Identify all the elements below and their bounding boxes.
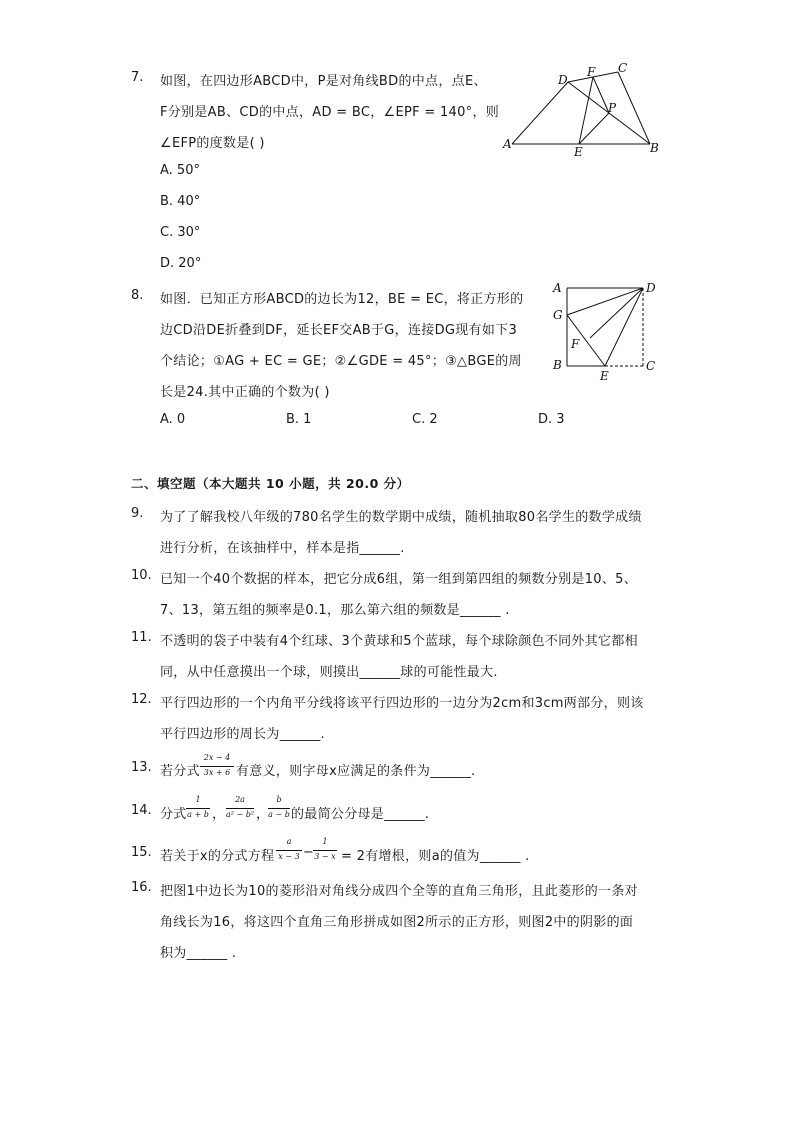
fraction-bar <box>268 808 290 809</box>
fraction-numerator: 1 <box>322 837 328 846</box>
fraction-bar <box>226 808 254 809</box>
question-text-line: F分别是AB、CD的中点，AD = BC，∠EPF = 140°，则 <box>160 105 500 120</box>
question-text-prefix: 若关于x的分式方程 <box>160 849 275 864</box>
fraction-numerator: b <box>276 795 282 804</box>
fraction-bar <box>186 808 210 809</box>
fraction-bar <box>313 850 337 851</box>
question-text-suffix: 的最简公分母是______. <box>291 807 430 822</box>
option-b: B. 40° <box>160 194 201 209</box>
separator: ， <box>212 807 226 822</box>
question-text-prefix: 分式 <box>160 807 187 822</box>
option-d: D. 20° <box>160 256 202 271</box>
question-text-line: 7、13，第五组的频率是0.1，那么第六组的频数是______ . <box>160 603 510 618</box>
question-text-line: 为了了解我校八年级的780名学生的数学期中成绩，随机抽取80名学生的数学成绩 <box>160 510 642 525</box>
label-e: E <box>600 369 609 383</box>
question-text-line: 边CD沿DE折叠到DF，延长EF交AB于G，连接DG现有如下3 <box>160 323 518 338</box>
label-c: C <box>646 359 656 373</box>
fraction-numerator: 1 <box>195 795 201 804</box>
fraction-bar <box>276 850 302 851</box>
question-text-line: 如图，在四边形ABCD中，P是对角线BD的中点，点E、 <box>160 74 487 89</box>
fraction-denominator: a − b <box>268 810 290 819</box>
question-text-line: 同，从中任意摸出一个球，则摸出______球的可能性最大. <box>160 665 498 680</box>
option-b: B. 1 <box>286 412 312 427</box>
question-number: 7. <box>131 70 144 85</box>
option-c: C. 2 <box>412 412 438 427</box>
question-text-suffix: 有意义，则字母x应满足的条件为______. <box>236 764 476 779</box>
section-heading: 二、填空题（本大题共 10 小题，共 20.0 分） <box>131 476 410 491</box>
label-f: F <box>587 65 596 79</box>
question-text-line: 角线长为16，将这四个直角三角形拼成如图2所示的正方形，则图2中的阴影的面 <box>160 915 634 930</box>
label-p: P <box>608 101 617 115</box>
minus-sign: − <box>303 845 315 860</box>
fraction-bar <box>200 766 234 767</box>
question-text-suffix: = 2有增根，则a的值为______ . <box>341 849 530 864</box>
question-text-line: 把图1中边长为10的菱形沿对角线分成四个全等的直角三角形，且此菱形的一条对 <box>160 884 638 899</box>
fraction-denominator: x − 3 <box>278 852 300 861</box>
label-d: D <box>558 73 568 87</box>
fraction-denominator: 3x + 6 <box>203 768 231 777</box>
option-d: D. 3 <box>538 412 565 427</box>
fraction-numerator: 2a <box>235 795 245 804</box>
label-c: C <box>618 61 628 75</box>
question-text-line: 积为______ . <box>160 946 237 961</box>
question-text-line: 长是24.其中正确的个数为( ) <box>160 385 330 400</box>
question-text-prefix: 若分式 <box>160 764 200 779</box>
question-text-line: 平行四边形的一个内角平分线将该平行四边形的一边分为2cm和3cm两部分，则该 <box>160 696 644 711</box>
label-b: B <box>650 141 659 155</box>
option-a: A. 50° <box>160 163 200 178</box>
question-number: 15. <box>131 845 152 860</box>
question-number: 16. <box>131 880 152 895</box>
question-number: 11. <box>131 630 152 645</box>
square-fold-figure <box>545 278 665 383</box>
question-number: 12. <box>131 692 152 707</box>
label-d: D <box>646 281 656 295</box>
option-c: C. 30° <box>160 225 201 240</box>
fraction-denominator: a² − b² <box>226 810 255 819</box>
question-text-line: 进行分析，在该抽样中，样本是指______. <box>160 541 405 556</box>
fraction-denominator: a + b <box>187 810 209 819</box>
fraction-denominator: 3 − x <box>314 852 336 861</box>
question-number: 10. <box>131 568 152 583</box>
fraction-numerator: a <box>286 837 292 846</box>
label-a: A <box>503 137 512 151</box>
quadrilateral-figure <box>500 60 670 160</box>
label-g: G <box>553 308 563 322</box>
question-number: 8. <box>131 288 144 303</box>
label-b: B <box>553 358 562 372</box>
question-text-line: 已知一个40个数据的样本，把它分成6组，第一组到第四组的频数分别是10、5、 <box>160 572 638 587</box>
question-text-line: 不透明的袋子中装有4个红球、3个黄球和5个蓝球，每个球除颜色不同外其它都相 <box>160 634 638 649</box>
question-number: 9. <box>131 506 144 521</box>
question-number: 14. <box>131 803 152 818</box>
label-a: A <box>553 281 562 295</box>
question-text-line: 平行四边形的周长为______. <box>160 727 325 742</box>
question-text-line: 如图．已知正方形ABCD的边长为12，BE = EC，将正方形的 <box>160 292 524 307</box>
label-f: F <box>571 337 580 351</box>
option-a: A. 0 <box>160 412 186 427</box>
label-e: E <box>574 145 583 159</box>
separator: ， <box>256 807 270 822</box>
fraction-numerator: 2x − 4 <box>203 753 231 762</box>
question-number: 13. <box>131 760 152 775</box>
question-text-line: 个结论；①AG + EC = GE；②∠GDE = 45°；③△BGE的周 <box>160 354 522 369</box>
question-text-line: ∠EFP的度数是( ) <box>160 136 265 151</box>
